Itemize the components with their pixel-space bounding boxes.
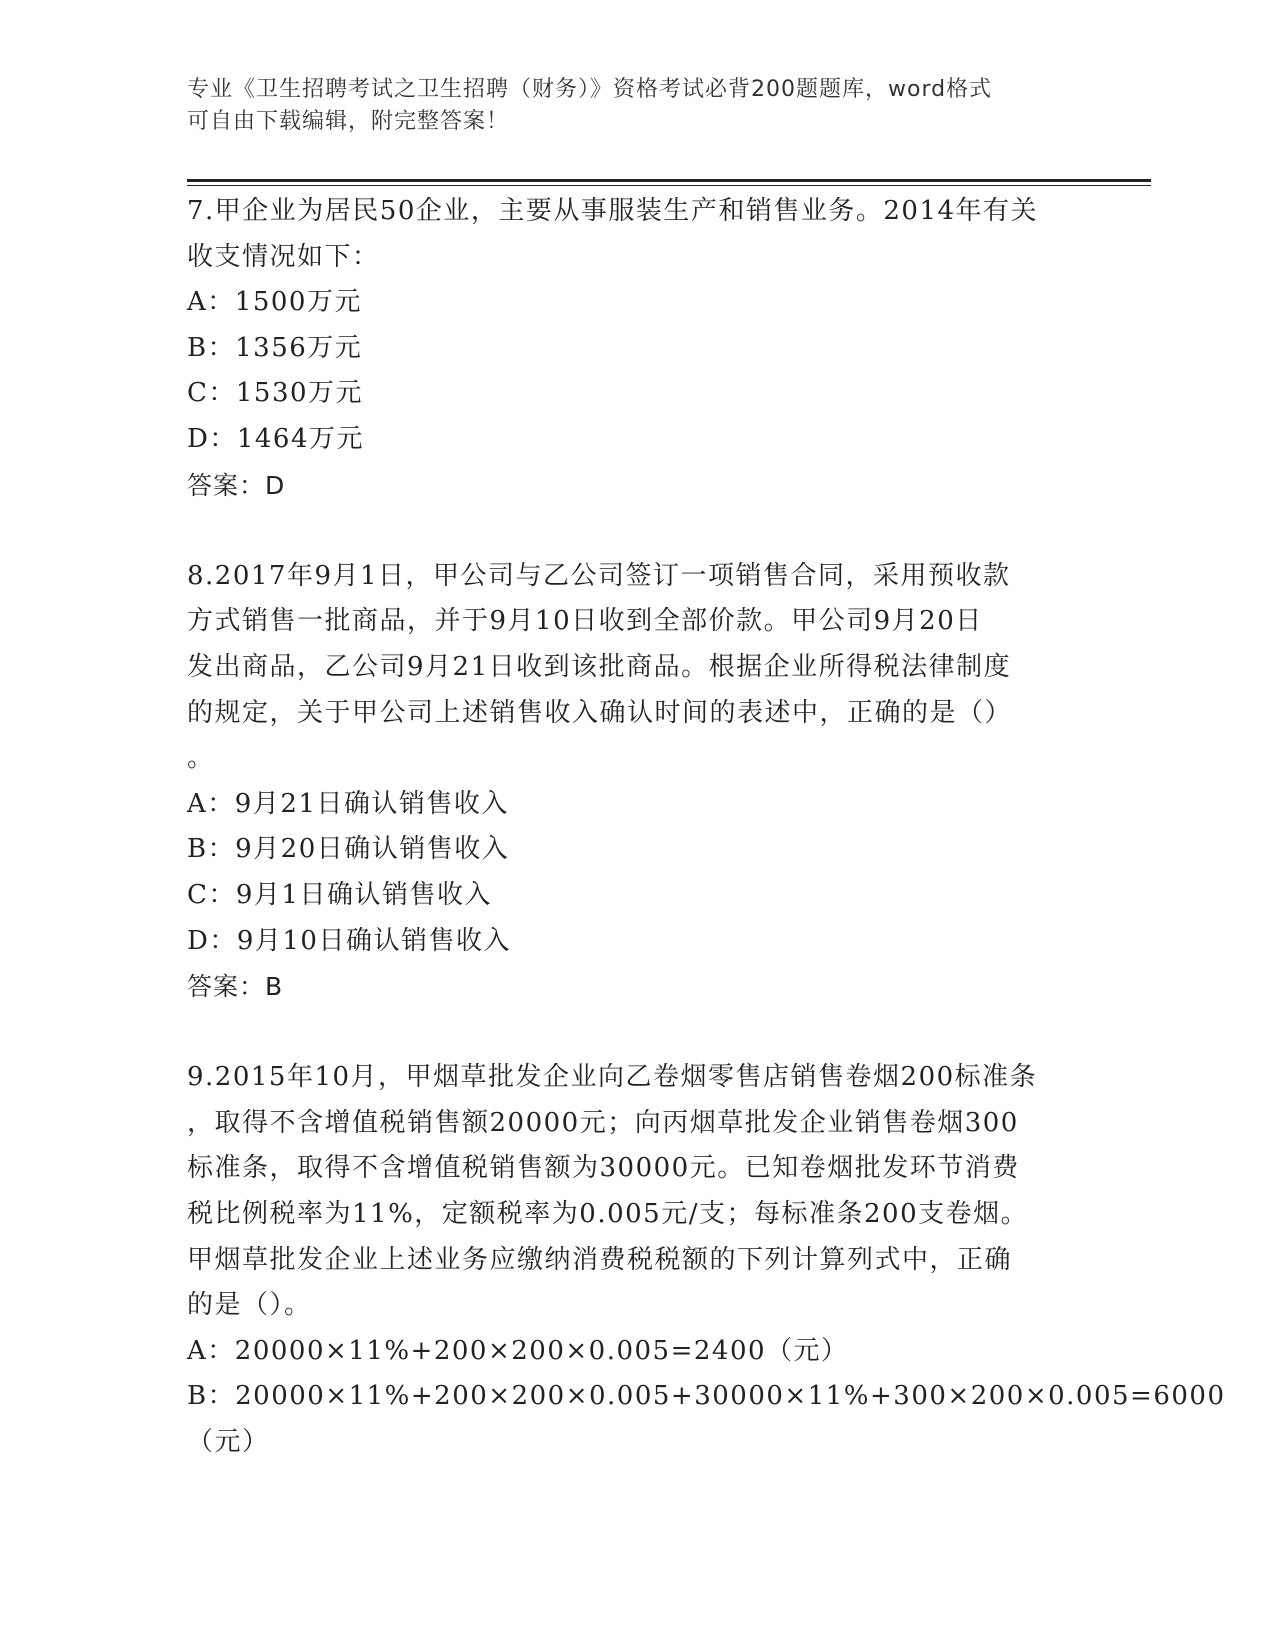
question-9 (187, 1055, 1226, 1465)
question-9-stem-line-4: 税比例税率为11%，定额税率为0.005元/支；每标准条200支卷烟。 (187, 1199, 1029, 1230)
question-8-stem-line-4: 的规定，关于甲公司上述销售收入确认时间的表述中，正确的是（） (187, 697, 1013, 728)
question-separator (187, 508, 1087, 554)
question-9-stem-line-3: 标准条，取得不含增值税销售额为30000元。已知卷烟批发环节消费 (187, 1153, 1020, 1184)
question-7-option-b: B：1356万元 (187, 332, 363, 363)
question-separator (187, 1010, 1087, 1056)
question-7-answer: 答案：D (187, 470, 286, 500)
question-list (187, 189, 1226, 1466)
question-7-option-c: C：1530万元 (187, 378, 364, 409)
question-7-option-a: A：1500万元 (187, 287, 362, 318)
question-9-option-a: A：20000×11%+200×200×0.005=2400（元） (187, 1335, 849, 1366)
document-header (187, 74, 1087, 138)
question-8-stem-line-5: 。 (187, 743, 215, 774)
question-7 (187, 189, 1087, 508)
question-8-stem-line-1: 8.2017年9月1日，甲公司与乙公司签订一项销售合同，采用预收款 (187, 560, 1011, 591)
question-8-stem-line-2: 方式销售一批商品，并于9月10日收到全部价款。甲公司9月20日 (187, 606, 983, 637)
question-9-option-b-line-1: B：20000×11%+200×200×0.005+30000×11%+300×200×0.005=6000 (187, 1381, 1226, 1412)
question-7-option-d: D：1464万元 (187, 423, 365, 454)
question-8 (187, 554, 1087, 1010)
question-8-option-c: C：9月1日确认销售收入 (187, 879, 492, 910)
question-8-stem-line-3: 发出商品，乙公司9月21日收到该批商品。根据企业所得税法律制度 (187, 651, 1012, 682)
question-8-answer: 答案：B (187, 972, 284, 1002)
question-9-stem-line-5: 甲烟草批发企业上述业务应缴纳消费税税额的下列计算列式中，正确 (187, 1244, 1013, 1275)
question-8-option-a: A：9月21日确认销售收入 (187, 788, 509, 819)
question-8-option-b: B：9月20日确认销售收入 (187, 834, 510, 865)
header-divider-thick (187, 179, 1151, 182)
question-9-stem-line-6: 的是（）。 (187, 1290, 312, 1321)
question-9-option-b-line-2: （元） (187, 1427, 270, 1458)
header-line-1: 专业《卫生招聘考试之卫生招聘（财务）》资格考试必背200题题库，word格式 (187, 77, 993, 102)
question-7-stem-line-1: 7.甲企业为居民50企业，主要从事服装生产和销售业务。2014年有关 (187, 196, 1039, 226)
question-8-option-d: D：9月10日确认销售收入 (187, 925, 511, 956)
header-divider-thin (187, 185, 1151, 186)
header-line-2: 可自由下载编辑，附完整答案！ (187, 109, 510, 134)
question-9-stem-line-2: ，取得不含增值税销售额20000元；向丙烟草批发企业销售卷烟300 (187, 1107, 1019, 1138)
question-9-stem-line-1: 9.2015年10月，甲烟草批发企业向乙卷烟零售店销售卷烟200标准条 (187, 1062, 1038, 1093)
question-7-stem-line-2: 收支情况如下： (187, 241, 380, 272)
